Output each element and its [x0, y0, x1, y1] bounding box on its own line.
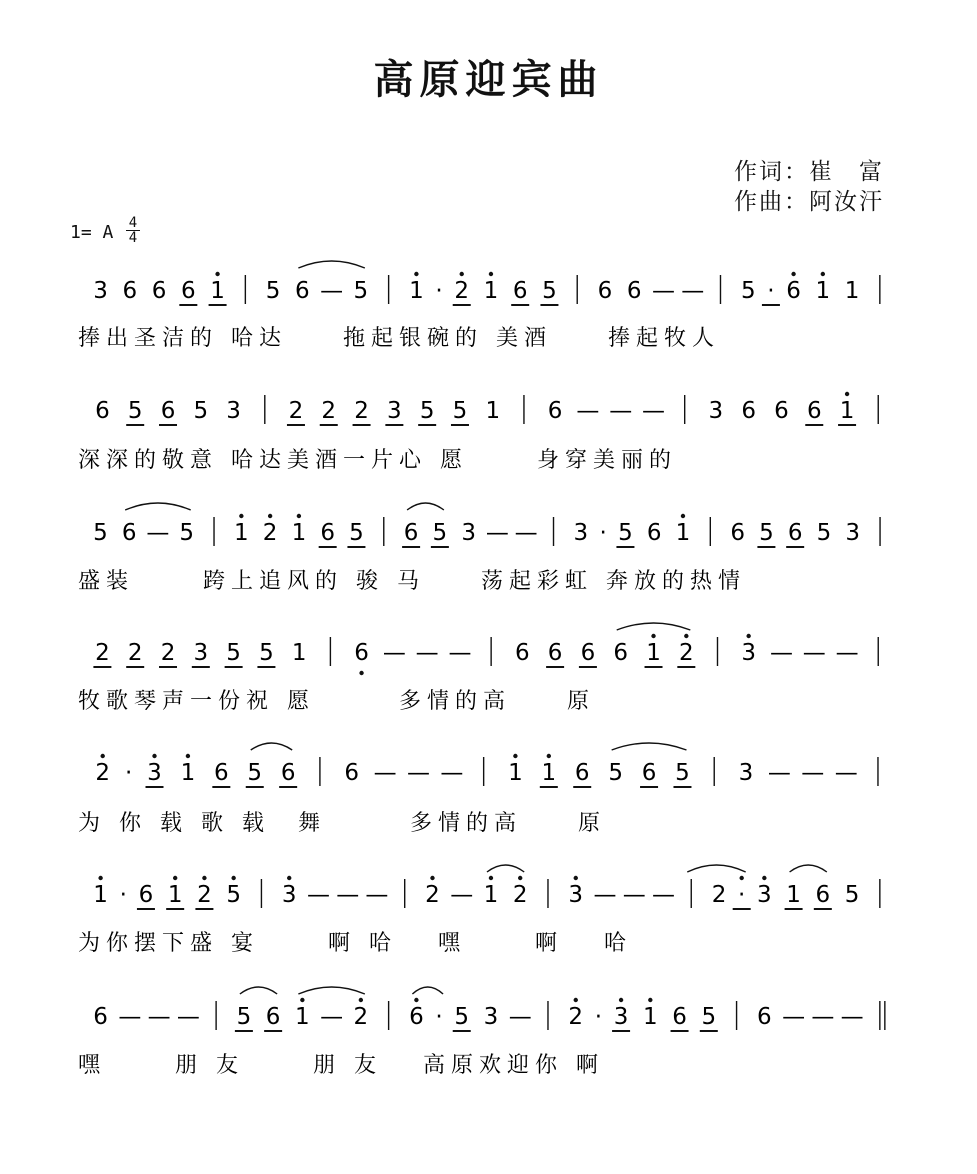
jianpu-note: 6 [95, 398, 110, 424]
jianpu-note: 6 [181, 278, 196, 304]
slur-tie [407, 503, 444, 510]
jianpu-note: 3 [573, 520, 589, 546]
jianpu-note: 2 [321, 398, 337, 424]
jianpu-note: 1 [295, 1004, 310, 1030]
jianpu-note: 6 [547, 398, 563, 424]
sustain-dash: — [651, 882, 675, 908]
slur-tie [687, 865, 745, 872]
sustain-dash: — [651, 278, 675, 304]
jianpu-note: 6 [93, 1004, 108, 1030]
jianpu-note: 1 [291, 520, 307, 546]
key-signature: 1= A [70, 222, 114, 243]
jianpu-note: 5 [419, 398, 435, 424]
slur-tie [790, 865, 827, 872]
jianpu-note: 6 [280, 760, 296, 786]
jianpu-note: 6 [741, 398, 756, 424]
jianpu-note: 3 [387, 398, 402, 424]
jianpu-note: 6 [786, 278, 801, 304]
jianpu-note: 5 [432, 520, 448, 546]
sustain-dash: — [320, 278, 344, 304]
octave-dot-above [518, 876, 522, 880]
slur-tie [412, 987, 443, 994]
octave-dot-above [287, 876, 291, 880]
octave-dot-below [359, 671, 363, 675]
jianpu-note: 2 [127, 640, 143, 666]
slur-tie [298, 987, 364, 994]
jianpu-note: 2 [679, 640, 694, 666]
octave-dot-above [215, 272, 219, 276]
sustain-dash: — [609, 398, 633, 424]
jianpu-note: 1 [409, 278, 424, 304]
jianpu-note: 1 [483, 278, 499, 304]
sustain-dash: — [146, 520, 170, 546]
dotted-rhythm-dot: · [767, 278, 775, 304]
sustain-dash: — [769, 640, 793, 666]
sustain-dash: — [118, 1004, 142, 1030]
jianpu-note: 6 [774, 398, 789, 424]
lyric-line: 盛装 跨上追风的 骏 马 荡起彩虹 奔放的热情 [78, 569, 746, 594]
jianpu-note: 5 [608, 760, 623, 786]
jianpu-note: 5 [454, 1004, 470, 1030]
jianpu-note: 5 [226, 640, 241, 666]
slur-tie [125, 503, 191, 510]
jianpu-note: 5 [618, 520, 633, 546]
jianpu-note: 5 [265, 278, 281, 304]
octave-dot-above [574, 876, 578, 880]
dotted-rhythm-dot: · [124, 760, 133, 786]
jianpu-note: 1 [485, 398, 501, 424]
sustain-dash: — [834, 760, 858, 786]
jianpu-note: 5 [701, 1004, 717, 1030]
jianpu-note: 5 [740, 278, 756, 304]
jianpu-note: 6 [354, 640, 369, 666]
lyric-line: 嘿 朋 友 朋 友 高原欢迎你 啊 [78, 1053, 604, 1078]
jianpu-note: 6 [514, 640, 530, 666]
jianpu-note: 6 [672, 1004, 687, 1030]
jianpu-note: 5 [259, 640, 274, 666]
jianpu-note: 2 [512, 882, 528, 908]
jianpu-note: 6 [138, 882, 154, 908]
octave-dot-above [359, 998, 363, 1002]
octave-dot-above [297, 514, 301, 518]
slur-tie [612, 743, 687, 750]
jianpu-note: 2 [425, 882, 440, 908]
octave-dot-above [101, 754, 105, 758]
dotted-rhythm-dot: · [435, 1004, 443, 1030]
octave-dot-above [460, 272, 464, 276]
lyricist-credit: 作词：崔 富 [734, 159, 884, 185]
jianpu-note: 3 [741, 640, 756, 666]
jianpu-note: 6 [547, 640, 563, 666]
jianpu-note: 3 [281, 882, 297, 908]
dotted-rhythm-dot: · [119, 882, 127, 908]
jianpu-note: 1 [508, 760, 523, 786]
octave-dot-above [173, 876, 177, 880]
jianpu-note: 3 [845, 520, 861, 546]
jianpu-note: 6 [121, 520, 137, 546]
lyric-line: 牧歌琴声一份祝 愿 多情的高 原 [78, 689, 595, 714]
sustain-dash: — [801, 760, 825, 786]
jianpu-note: 5 [844, 882, 860, 908]
jianpu-note: 5 [127, 398, 143, 424]
jianpu-note: 1 [844, 278, 860, 304]
octave-dot-above [489, 272, 493, 276]
jianpu-note: 6 [409, 1004, 424, 1030]
slur-tie [617, 623, 691, 630]
jianpu-note: 2 [262, 520, 278, 546]
jianpu-note: 6 [160, 398, 176, 424]
jianpu-note: 5 [179, 520, 195, 546]
sustain-dash: — [681, 278, 705, 304]
octave-dot-above [681, 514, 685, 518]
sustain-dash: — [450, 882, 474, 908]
octave-dot-above [414, 998, 418, 1002]
sustain-dash: — [767, 760, 791, 786]
jianpu-note: 3 [483, 1004, 499, 1030]
jianpu-note: 6 [806, 398, 822, 424]
dotted-rhythm-dot: · [594, 1004, 603, 1030]
jianpu-note: 1 [815, 278, 831, 304]
dotted-rhythm-dot: · [599, 520, 607, 546]
jianpu-note: 6 [320, 520, 335, 546]
octave-dot-above [300, 998, 304, 1002]
octave-dot-above [762, 876, 766, 880]
octave-dot-above [231, 876, 235, 880]
sustain-dash: — [365, 882, 389, 908]
jianpu-note: 3 [461, 520, 476, 546]
sustain-dash: — [802, 640, 826, 666]
jianpu-note: 2 [711, 882, 727, 908]
lyric-line: 为 你 载 歌 载 舞 多情的高 原 [78, 811, 606, 836]
jianpu-note: 3 [613, 1004, 629, 1030]
jianpu-note: 1 [93, 882, 108, 908]
octave-dot-above [268, 514, 272, 518]
octave-dot-above [739, 876, 743, 880]
octave-dot-above [98, 876, 102, 880]
slur-tie [240, 987, 277, 994]
jianpu-note: 1 [234, 520, 249, 546]
octave-dot-above [746, 634, 750, 638]
octave-dot-above [619, 998, 623, 1002]
lyric-line: 深深的敬意 哈达美酒一片心 愿 身穿美丽的 [78, 448, 677, 473]
jianpu-note: 3 [226, 398, 241, 424]
jianpu-note: 5 [452, 398, 468, 424]
jianpu-note: 5 [93, 520, 108, 546]
sustain-dash: — [448, 640, 472, 666]
jianpu-note: 3 [147, 760, 162, 786]
octave-dot-above [239, 514, 243, 518]
jianpu-note: 2 [95, 640, 110, 666]
sustain-dash: — [514, 520, 538, 546]
sustain-dash: — [406, 760, 430, 786]
sustain-dash: — [576, 398, 600, 424]
octave-dot-above [414, 272, 418, 276]
jianpu-note: 1 [210, 278, 225, 304]
sustain-dash: — [320, 1004, 344, 1030]
jianpu-note: 6 [641, 760, 657, 786]
jianpu-note: 6 [122, 278, 138, 304]
jianpu-note: 5 [226, 882, 241, 908]
jianpu-note: 5 [349, 520, 364, 546]
jianpu-note: 3 [708, 398, 724, 424]
jianpu-note: 2 [288, 398, 304, 424]
sustain-dash: — [622, 882, 646, 908]
jianpu-note: 5 [353, 278, 369, 304]
sustain-dash: — [306, 882, 330, 908]
octave-dot-above [513, 754, 517, 758]
jianpu-note: 1 [839, 398, 855, 424]
jianpu-note: 6 [730, 520, 745, 546]
jianpu-note: 6 [214, 760, 229, 786]
time-signature-denominator: 4 [128, 230, 138, 246]
slur-tie [251, 743, 292, 750]
jianpu-note: 1 [167, 882, 183, 908]
sustain-dash: — [593, 882, 617, 908]
sustain-dash: — [176, 1004, 200, 1030]
octave-dot-above [547, 754, 551, 758]
jianpu-note: 2 [197, 882, 212, 908]
jianpu-note: 3 [738, 760, 754, 786]
octave-dot-above [186, 754, 190, 758]
jianpu-note: 2 [95, 760, 111, 786]
jianpu-note: 6 [613, 640, 629, 666]
jianpu-note: 1 [646, 640, 661, 666]
jianpu-note: 6 [151, 278, 167, 304]
octave-dot-above [845, 392, 849, 396]
jianpu-note: 2 [568, 1004, 584, 1030]
jianpu-note: 6 [295, 278, 310, 304]
sustain-dash: — [415, 640, 439, 666]
lyric-line: 捧出圣洁的 哈达 拖起银碗的 美酒 捧起牧人 [78, 326, 720, 351]
sustain-dash: — [835, 640, 859, 666]
octave-dot-above [574, 998, 578, 1002]
octave-dot-above [821, 272, 825, 276]
sustain-dash: — [336, 882, 360, 908]
jianpu-note: 3 [93, 278, 108, 304]
jianpu-note: 6 [787, 520, 803, 546]
jianpu-note: 5 [675, 760, 690, 786]
dotted-rhythm-dot: · [738, 882, 746, 908]
sustain-dash: — [508, 1004, 532, 1030]
sustain-dash: — [840, 1004, 864, 1030]
sustain-dash: — [642, 398, 666, 424]
jianpu-note: 6 [265, 1004, 281, 1030]
sustain-dash: — [811, 1004, 835, 1030]
octave-dot-above [684, 634, 688, 638]
octave-dot-above [651, 634, 655, 638]
time-signature-numerator: 4 [126, 216, 140, 231]
sustain-dash: — [382, 640, 406, 666]
jianpu-note: 2 [160, 640, 176, 666]
octave-dot-above [489, 876, 493, 880]
jianpu-note: 1 [483, 882, 499, 908]
page-title: 高原迎宾曲 [373, 57, 604, 103]
jianpu-note: 5 [236, 1004, 252, 1030]
jianpu-note: 1 [180, 760, 196, 786]
jianpu-note: 5 [759, 520, 774, 546]
jianpu-note: 1 [675, 520, 691, 546]
jianpu-note: 1 [786, 882, 801, 908]
composer-credit: 作曲：阿汝汗 [734, 189, 884, 215]
jianpu-note: 5 [193, 398, 209, 424]
jianpu-note: 6 [512, 278, 528, 304]
jianpu-note: 6 [646, 520, 662, 546]
jianpu-note: 6 [626, 278, 642, 304]
octave-dot-above [648, 998, 652, 1002]
jianpu-note: 6 [574, 760, 590, 786]
jianpu-note: 3 [757, 882, 772, 908]
sustain-dash: — [147, 1004, 171, 1030]
jianpu-note: 5 [542, 278, 557, 304]
sustain-dash: — [440, 760, 464, 786]
jianpu-note: 2 [454, 278, 470, 304]
jianpu-note: 2 [353, 1004, 369, 1030]
slur-tie [298, 261, 364, 268]
jianpu-note: 6 [344, 760, 359, 786]
octave-dot-above [791, 272, 795, 276]
sustain-dash: — [782, 1004, 806, 1030]
jianpu-note: 6 [580, 640, 596, 666]
jianpu-note: 5 [247, 760, 263, 786]
jianpu-note: 1 [642, 1004, 658, 1030]
jianpu-note: 1 [541, 760, 557, 786]
jianpu-note: 1 [291, 640, 307, 666]
jianpu-note: 3 [568, 882, 584, 908]
dotted-rhythm-dot: · [435, 278, 443, 304]
slur-tie [487, 865, 524, 872]
octave-dot-above [430, 876, 434, 880]
octave-dot-above [152, 754, 156, 758]
octave-dot-above [202, 876, 206, 880]
lyric-line: 为你摆下盛 宴 啊 哈 嘿 啊 哈 [78, 931, 632, 956]
sustain-dash: — [485, 520, 509, 546]
jianpu-note: 6 [597, 278, 613, 304]
jianpu-note: 6 [757, 1004, 772, 1030]
jianpu-note: 6 [815, 882, 831, 908]
sustain-dash: — [373, 760, 397, 786]
jianpu-note: 6 [403, 520, 419, 546]
jianpu-note: 3 [193, 640, 209, 666]
jianpu-note: 5 [816, 520, 832, 546]
jianpu-note: 2 [354, 398, 369, 424]
